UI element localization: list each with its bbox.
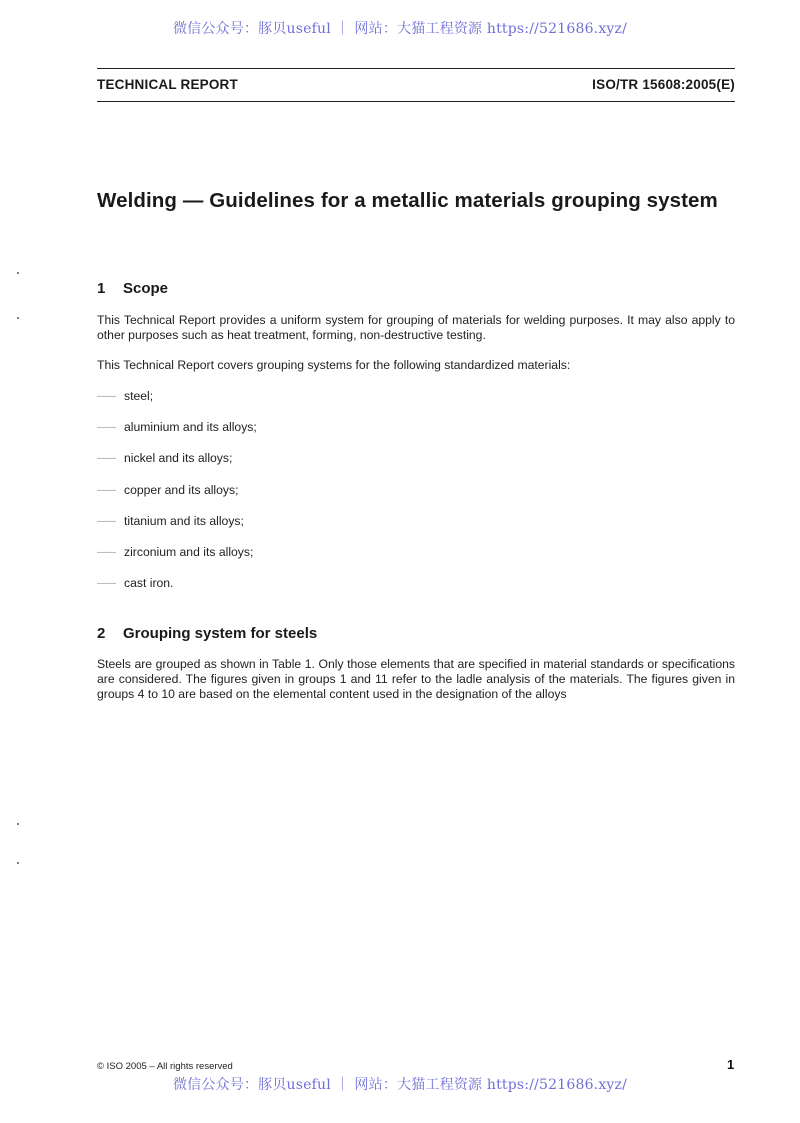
section-2-number: 2 bbox=[97, 625, 106, 642]
watermark-bottom: 微信公众号：豚贝useful ｜ 网站：大猫工程资源 https://521686.xyz/ bbox=[172, 1077, 628, 1093]
scope-paragraph-1: This Technical Report provides a uniform system for grouping of materials for welding purposes. It may also apply to other purposes such as heat treatment, forming, non-destructive testing. bbox=[97, 313, 735, 342]
document-type-label: TECHNICAL REPORT bbox=[97, 77, 238, 92]
copyright-notice: © ISO 2005 – All rights reserved bbox=[97, 1061, 233, 1072]
list-item-text: zirconium and its alloys; bbox=[124, 544, 254, 559]
list-item-text: cast iron. bbox=[124, 576, 174, 591]
list-item-text: copper and its alloys; bbox=[124, 482, 239, 497]
page-header bbox=[97, 68, 735, 102]
scope-paragraph-2: This Technical Report covers grouping systems for the following standardized materials: bbox=[97, 358, 571, 372]
list-item-text: aluminium and its alloys; bbox=[124, 420, 257, 435]
list-dash: —— bbox=[97, 484, 115, 496]
section-2-title: Grouping system for steels bbox=[123, 625, 318, 642]
section-2-heading bbox=[97, 625, 317, 642]
header-rule-bottom bbox=[97, 101, 735, 102]
margin-mark bbox=[17, 272, 19, 274]
document-title: Welding — Guidelines for a metallic materials grouping system bbox=[97, 189, 718, 212]
list-dash: —— bbox=[97, 546, 115, 558]
steels-paragraph: Steels are grouped as shown in Table 1. Only those elements that are specified in material standards or specifications are considered. The figures given in groups 1 and 11 refer to the ladle analysis of the materials. The figures given in groups 4 to 10 are based on the elemental content used in the designation of the alloys bbox=[97, 657, 735, 701]
list-item-text: nickel and its alloys; bbox=[124, 451, 233, 466]
header-rule-top bbox=[97, 68, 735, 69]
margin-mark bbox=[17, 862, 19, 864]
section-1-title: Scope bbox=[123, 280, 169, 297]
margin-mark bbox=[17, 823, 19, 825]
margin-mark bbox=[17, 317, 19, 319]
list-dash: —— bbox=[97, 422, 115, 434]
section-1-heading bbox=[97, 280, 168, 297]
section-1-number: 1 bbox=[97, 280, 106, 297]
list-dash: —— bbox=[97, 515, 115, 527]
page-number: 1 bbox=[727, 1057, 735, 1072]
list-dash: —— bbox=[97, 453, 115, 465]
list-item-text: steel; bbox=[124, 389, 154, 403]
list-item-text: titanium and its alloys; bbox=[124, 513, 244, 528]
list-dash: —— bbox=[97, 578, 115, 590]
list-dash: —— bbox=[97, 391, 115, 402]
watermark-top: 微信公众号：豚贝useful ｜ 网站：大猫工程资源 https://521686.xyz/ bbox=[172, 21, 628, 37]
document-reference: ISO/TR 15608:2005(E) bbox=[592, 77, 735, 92]
